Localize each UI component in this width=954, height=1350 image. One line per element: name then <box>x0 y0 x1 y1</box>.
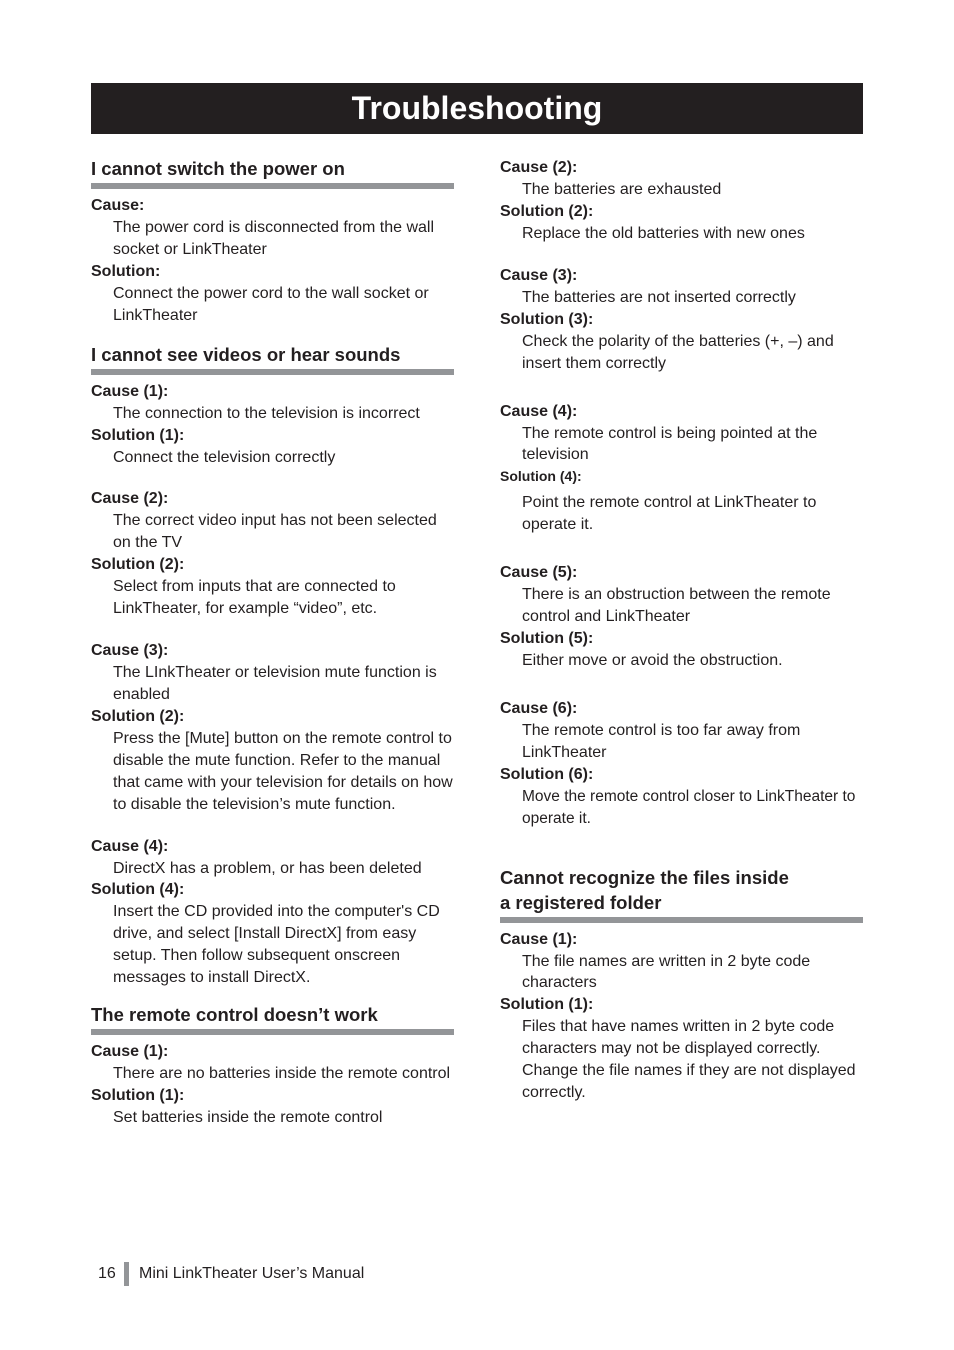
solution-label: Solution (1): <box>91 1086 185 1104</box>
solution-text: Connect the television correctly <box>113 448 336 466</box>
section-power <box>91 157 454 327</box>
solution-text: Press the [Mute] button on the remote control to disable the mute function. Refer to the manual that came with your television for details on how to disable the television’s mute function. <box>113 729 453 813</box>
footer-divider <box>124 1262 129 1286</box>
cause-label: Cause (2): <box>91 490 169 508</box>
cause-label: Cause (2): <box>500 159 578 176</box>
cause-text: The batteries are exhausted <box>522 181 722 198</box>
solution-label: Solution (1): <box>91 426 185 444</box>
section-title-files-line2: a registered folder <box>500 891 662 913</box>
section-remote <box>91 1003 454 1129</box>
page-title: Troubleshooting <box>351 90 603 126</box>
solution-text: Set batteries inside the remote control <box>113 1108 383 1126</box>
cause-text: The correct video input has not been selected on the TV <box>113 512 437 552</box>
section-title-power: I cannot switch the power on <box>91 158 345 179</box>
cause-text: The remote control is being pointed at the television <box>522 424 818 464</box>
section-rule <box>91 369 454 375</box>
cause-label: Cause (5): <box>500 564 578 582</box>
section-rule <box>91 183 454 189</box>
left-column <box>91 157 454 1129</box>
section-title-files-line1: Cannot recognize the files inside <box>500 866 789 888</box>
cause-text: DirectX has a problem, or has been deleted <box>113 859 422 877</box>
solution-label: Solution: <box>91 262 161 280</box>
solution-label: Solution (3): <box>500 310 594 328</box>
solution-text: Point the remote control at LinkTheater to operate it. <box>522 494 817 534</box>
solution-label: Solution (5): <box>500 629 594 647</box>
solution-text: Replace the old batteries with new ones <box>522 224 805 242</box>
cause-text: The file names are written in 2 byte code characters <box>522 952 811 992</box>
cause-label: Cause (3): <box>500 266 578 284</box>
section-remote-continued <box>500 157 863 830</box>
solution-label: Solution (2): <box>91 556 185 574</box>
solution-text: Select from inputs that are connected to LinkTheater, for example “video”, etc. <box>113 578 396 618</box>
cause-text: The LInkTheater or television mute function is enabled <box>113 664 437 703</box>
cause-text: The batteries are not inserted correctly <box>522 288 796 306</box>
solution-text: Files that have names written in 2 byte code characters may not be displayed correctly. Change the file names if they are not displayed correctly. <box>522 1018 856 1102</box>
cause-text: There is an obstruction between the remote control and LinkTheater <box>522 586 831 626</box>
cause-label: Cause: <box>91 197 145 214</box>
solution-label: Solution (2): <box>500 202 594 220</box>
cause-label: Cause (1): <box>500 930 578 948</box>
manual-title: Mini LinkTheater User’s Manual <box>139 1265 365 1282</box>
cause-text: There are no batteries inside the remote control <box>113 1065 451 1083</box>
cause-label: Cause (4): <box>91 837 169 855</box>
cause-label: Cause (6): <box>500 699 578 717</box>
solution-label: Solution (4): <box>500 468 582 485</box>
section-title-video-sound: I cannot see videos or hear sounds <box>91 343 401 365</box>
page-number: 16 <box>98 1265 116 1282</box>
cause-label: Cause (1): <box>91 1043 169 1061</box>
cause-label: Cause (1): <box>91 382 169 400</box>
cause-text: The remote control is too far away from LinkTheater <box>522 721 801 761</box>
solution-text: Connect the power cord to the wall socket or LinkTheater <box>113 284 429 324</box>
solution-text: Check the polarity of the batteries (+, –) and insert them correctly <box>522 332 834 372</box>
solution-label: Solution (1): <box>500 996 594 1014</box>
section-rule <box>91 1029 454 1035</box>
section-video-sound <box>91 343 454 989</box>
section-rule <box>500 917 863 923</box>
title-banner <box>91 83 863 134</box>
section-files <box>500 866 863 1104</box>
cause-text: The power cord is disconnected from the wall socket or LinkTheater <box>113 219 435 258</box>
solution-label: Solution (4): <box>91 881 185 899</box>
solution-text: Either move or avoid the obstruction. <box>522 651 783 669</box>
solution-text: Insert the CD provided into the computer's CD drive, and select [Install DirectX] from easy setup. Then follow subsequent onscreen messages to install DirectX. <box>113 903 440 987</box>
right-column <box>500 157 863 1104</box>
cause-label: Cause (4): <box>500 402 578 420</box>
solution-label: Solution (2): <box>91 707 185 725</box>
cause-label: Cause (3): <box>91 642 169 660</box>
cause-text: The connection to the television is incorrect <box>113 404 420 422</box>
section-title-remote: The remote control doesn’t work <box>91 1004 378 1026</box>
solution-text: Move the remote control closer to LinkTheater to operate it. <box>522 787 856 827</box>
solution-label: Solution (6): <box>500 765 594 783</box>
